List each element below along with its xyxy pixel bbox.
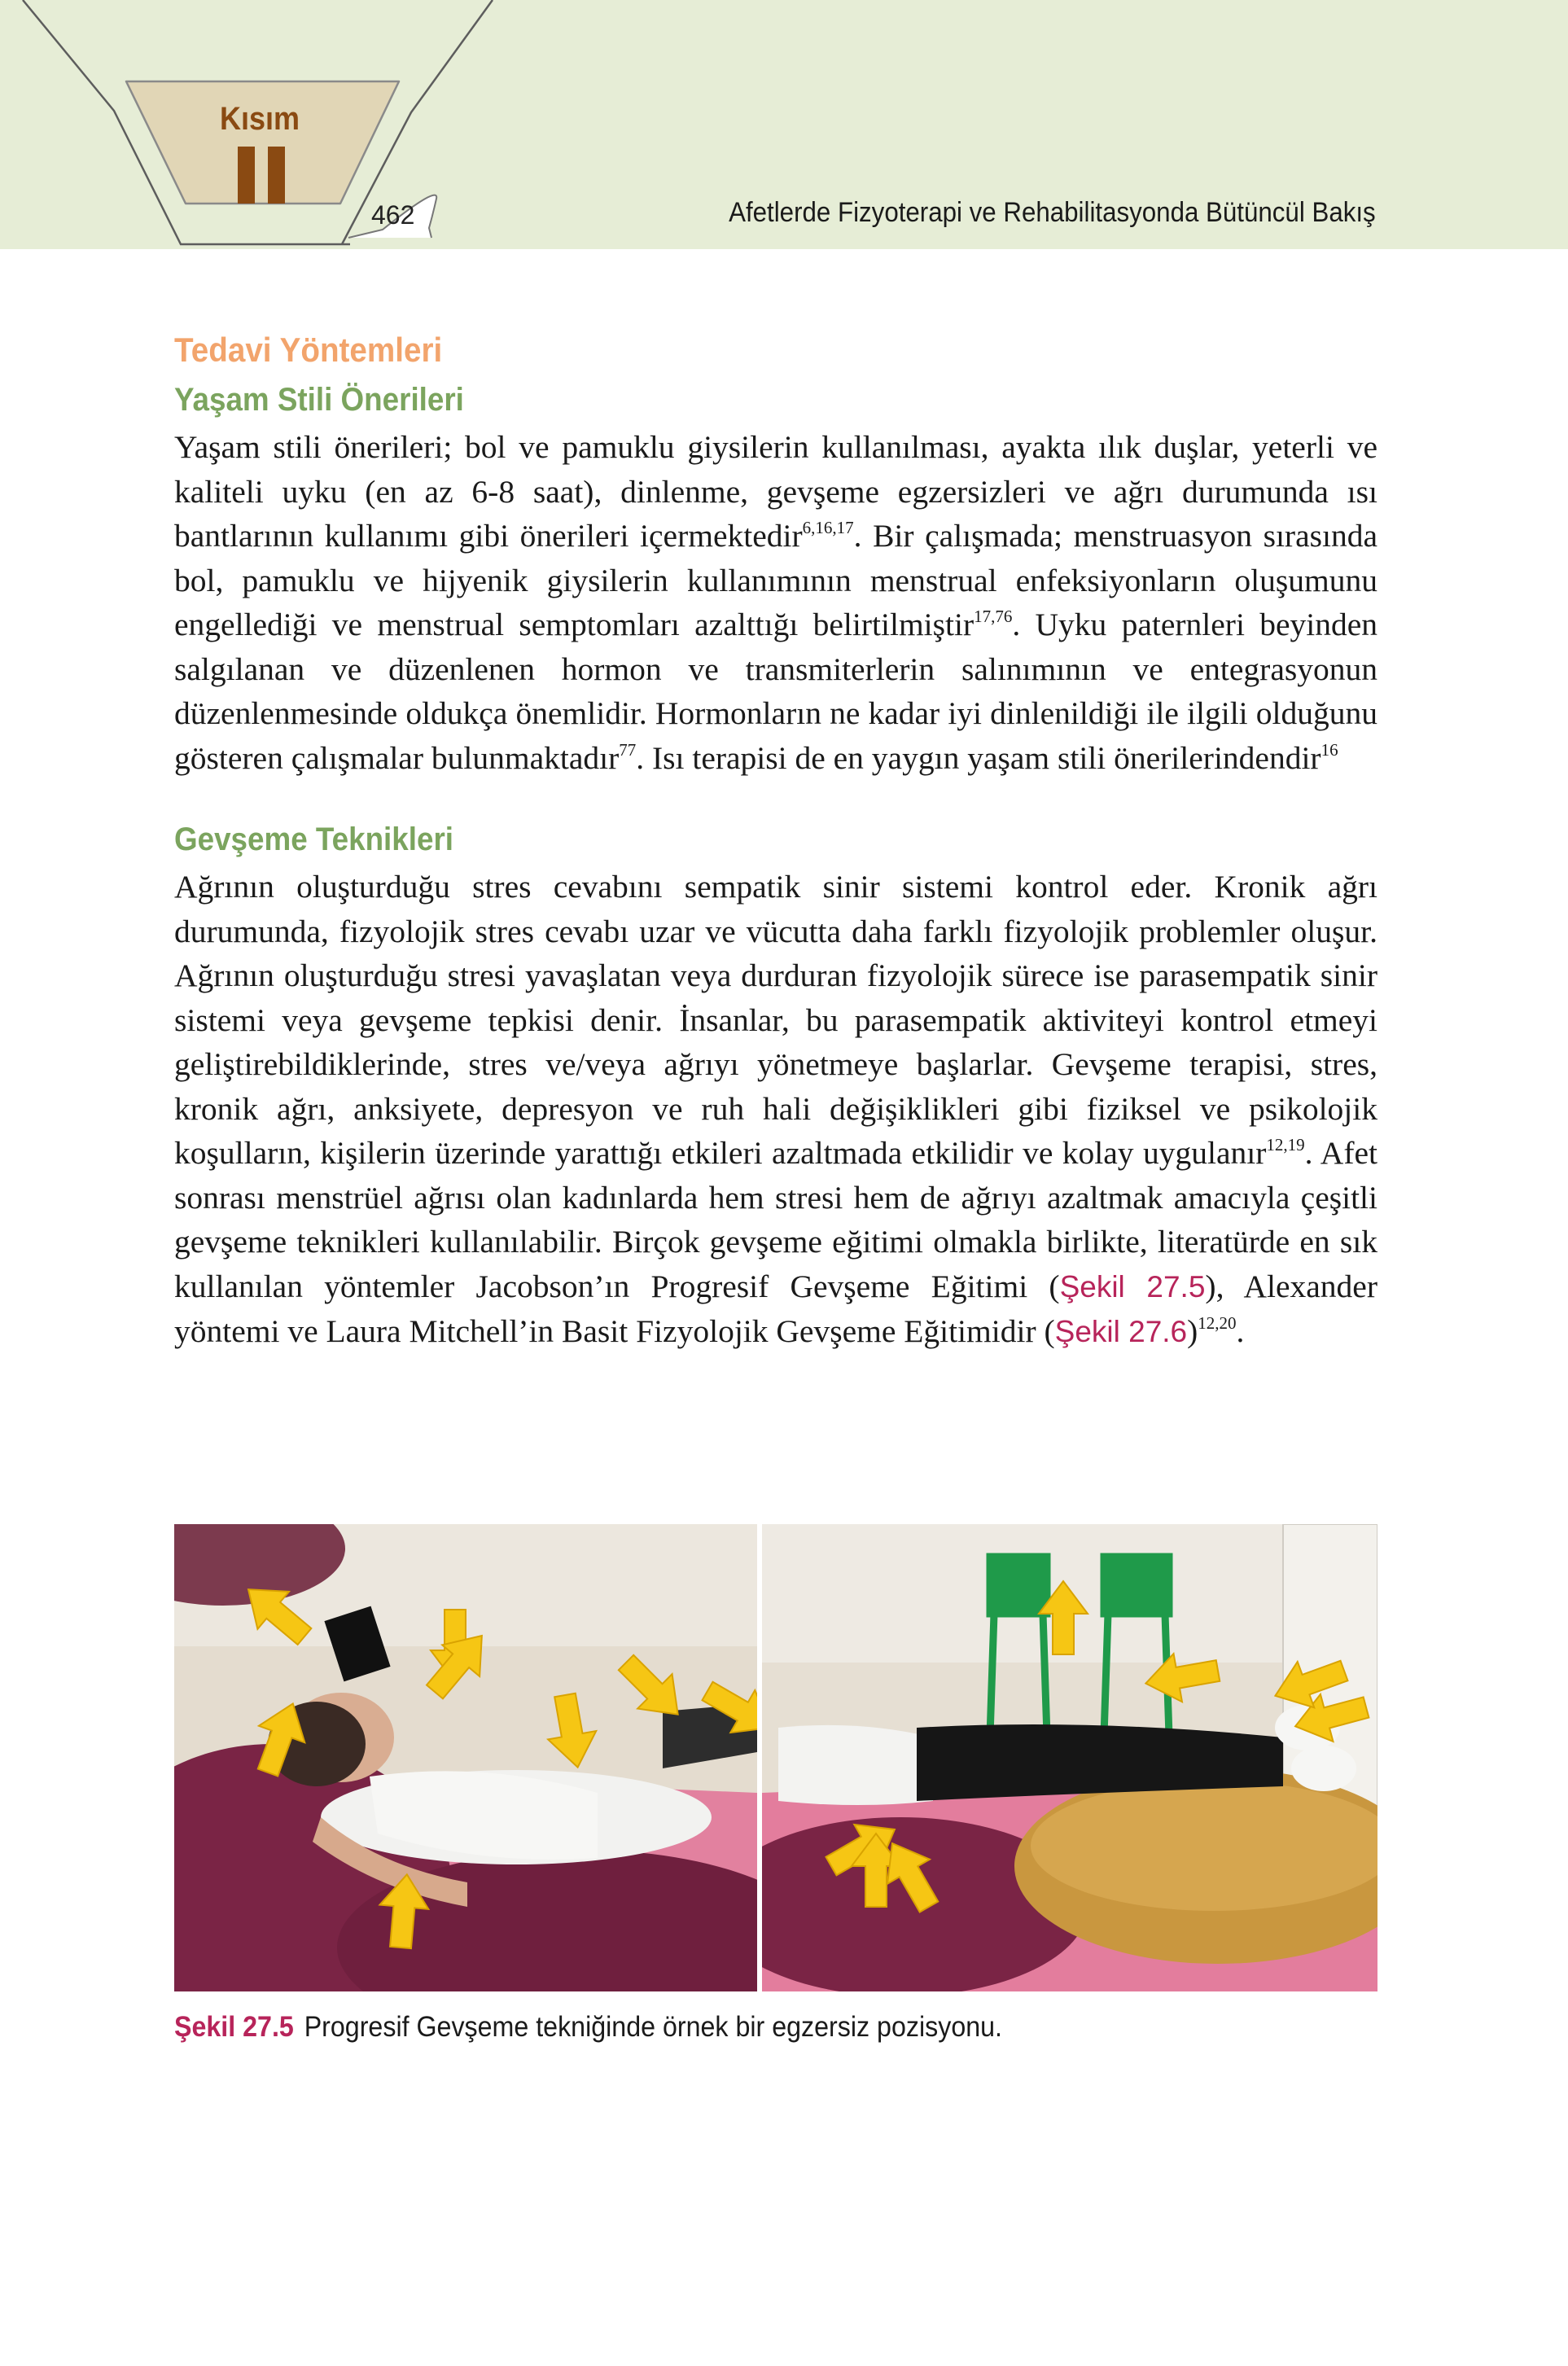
exercise-photo-left <box>174 1524 757 1991</box>
book-title: Afetlerde Fizyoterapi ve Rehabilitasyonda Bütüncül Bakış <box>729 197 1376 228</box>
lifestyle-paragraph: Yaşam stili önerileri; bol ve pamuklu giysilerin kullanılması, ayakta ılık duşlar, yeterli ve kaliteli uyku (en az 6-8 saat), dinlenme, gevşeme egzersizleri ve ağrı durumunda ısı bantlarının kullanımı gibi önerileri içermektedir$^{6,16,17}$. Bir çalışmada; menstruasyon sırasında bol, pamuklu ve hijyenik giysilerin kullanımının menstrual enfeksiyonların oluşumunu engellediği ve menstrual semptomları azalttığı belirtilmiştir$^{17,76}$. Uyku paternleri beyinden salgılanan ve düzenlenen hormon ve transmiterlerin salınımının ve entegrasyonun düzenlenmesinde oldukça önemlidir. Hormonların ne kadar iyi dinlenildiği ile ilgili olduğunu gösteren çalışmalar bulunmaktadır$^{77}$. Isı terapisi de en yaygın yaşam stili önerilerindendir$^{16}$ <box>174 429 1377 776</box>
relaxation-paragraph: Ağrının oluşturduğu stres cevabını sempatik sinir sistemi kontrol eder. Kronik ağrı durumunda, fizyolojik stres cevabı uzar ve vücutta daha farklı fizyolojik problemler oluşur. Ağrının oluşturduğu stresi yavaşlatan veya durduran fizyolojik sürece ise parasempatik sinir sistemi veya gevşeme tepkisi denir. İnsanlar, bu parasempatik aktiviteyi kontrol etmeyi geliştirebildiklerinde, stres ve/veya ağrıyı yönetmeye başlarlar. Gevşeme terapisi, stres, kronik ağrı, anksiyete, depresyon ve ruh hali değişiklikleri gibi fiziksel ve psikolojik koşulların, kişilerin üzerinde yarattığı etkileri azaltmada etkilidir ve kolay uygulanır$^{12,19}$. Afet sonrası menstrüel ağrısı olan kadınlarda hem stresi hem de ağrıyı azaltmak amacıyla çeşitli gevşeme teknikleri kullanılabilir. Birçok gevşeme eğitimi olmakla birlikte, literatürde en sık kullanılan yöntemler Jacobson’ın Progresif Gevşeme Eğitimi (Şekil 27.5), Alexander yöntemi ve Laura Mitchell’in Basit Fizyolojik Gevşeme Eğitimidir (Şekil 27.6)$^{12,20}$. <box>174 869 1377 1349</box>
subsection-title-lifestyle: Yaşam Stili Önerileri <box>174 382 464 418</box>
citation: 12,20 <box>1198 1313 1237 1333</box>
citation: 12,19 <box>1266 1135 1305 1155</box>
citation: 6,16,17 <box>802 518 854 537</box>
figure-caption <box>174 2011 1002 2044</box>
figure-link-27-6[interactable]: Şekil 27.6 <box>1054 1315 1188 1348</box>
exercise-photo-right <box>762 1524 1377 1991</box>
part-numeral <box>238 147 285 204</box>
main-content <box>174 326 1377 1355</box>
figure-link-27-5[interactable]: Şekil 27.5 <box>1059 1269 1206 1303</box>
citation: 77 <box>619 739 637 760</box>
subsection-title-relaxation: Gevşeme Teknikleri <box>174 822 453 857</box>
page-number: 462 <box>371 200 415 230</box>
citation: 16 <box>1321 739 1338 760</box>
part-label: Kısım <box>220 101 300 137</box>
section-title: Tedavi Yöntemleri <box>174 331 443 369</box>
figure-label: Şekil 27.5 <box>174 2011 294 2043</box>
figure-27-5 <box>174 1524 1377 1991</box>
figure-caption-text: Progresif Gevşeme tekniğinde örnek bir egzersiz pozisyonu. <box>304 2011 1002 2043</box>
citation: 17,76 <box>974 607 1013 626</box>
